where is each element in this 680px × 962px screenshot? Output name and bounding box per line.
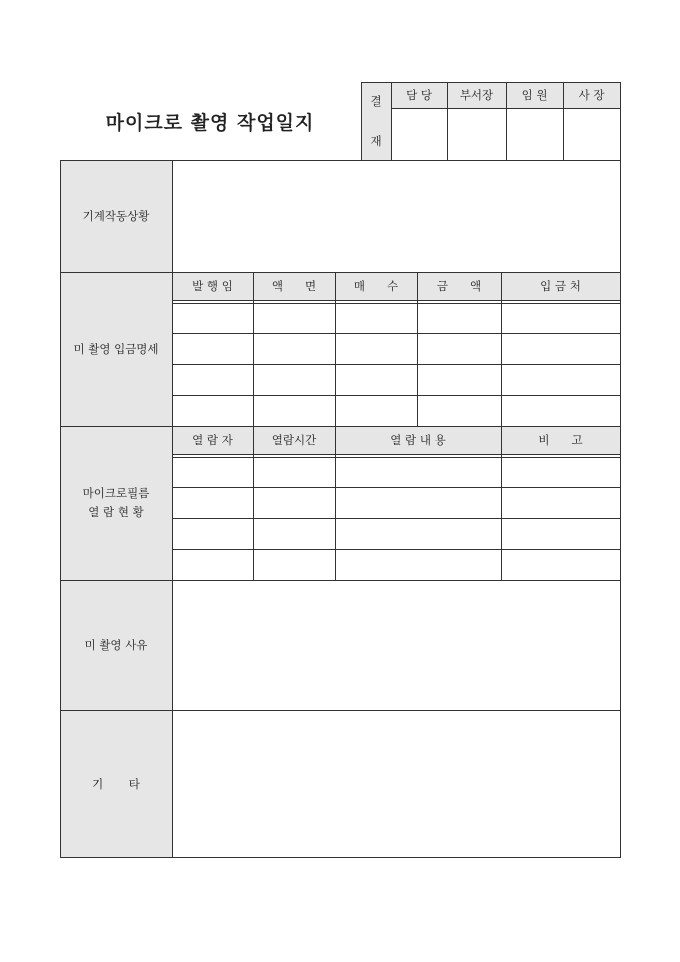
approval-line [620,82,621,161]
approval-label-top: 결 [370,94,382,108]
approval-line [391,82,392,161]
approval-line [447,82,448,161]
approval-sign-dept-head[interactable] [447,108,506,160]
unfilmed-payment-label: 미 촬영 입금명세 [73,342,159,356]
view-cell[interactable] [335,519,501,550]
payment-cell[interactable] [335,395,417,426]
payment-cell[interactable] [335,334,417,365]
view-cell[interactable] [335,488,501,519]
view-col-time: 열람시간 [271,433,317,447]
approval-role-executive: 임 원 [521,88,548,102]
payment-cell[interactable] [501,365,620,396]
payment-cell[interactable] [335,303,417,334]
payment-cell[interactable] [417,334,501,365]
payment-col-face-value: 액 면 [271,279,317,293]
grid-line [60,272,621,273]
unfilmed-reason-field[interactable] [173,581,620,710]
approval-sign-executive[interactable] [506,108,563,160]
grid-line [335,272,336,426]
view-col-content: 열 람 내 용 [390,433,446,447]
view-cell[interactable] [501,549,620,580]
view-cell[interactable] [253,519,335,550]
payment-cell[interactable] [253,334,335,365]
grid-line [335,426,336,580]
payment-col-amount: 금 액 [436,279,482,293]
approval-role-dept-head: 부서장 [459,88,494,102]
microfilm-view-label-line1: 마이크로필름 [82,486,150,500]
approval-role-president: 사 장 [578,88,605,102]
payment-col-issuer: 발 행 임 [192,279,233,293]
grid-line [172,160,173,858]
payment-cell[interactable] [253,303,335,334]
payment-cell[interactable] [172,395,253,426]
grid-line [172,300,620,301]
grid-line [172,395,620,396]
view-cell[interactable] [253,457,335,488]
grid-line [417,272,418,426]
grid-line [172,303,620,304]
approval-label-bottom: 재 [370,134,382,148]
microfilm-view-label-line2: 열 람 현 황 [88,505,144,519]
grid-line [172,454,620,455]
payment-cell[interactable] [417,303,501,334]
approval-line [361,82,621,83]
grid-line [172,457,620,458]
grid-line [620,160,621,858]
grid-line [501,426,502,580]
approval-line [563,82,564,161]
view-cell[interactable] [335,457,501,488]
approval-line [506,82,507,161]
payment-cell[interactable] [501,334,620,365]
grid-line [172,487,620,488]
grid-line [172,364,620,365]
view-cell[interactable] [172,457,253,488]
grid-line [253,426,254,580]
view-cell[interactable] [501,457,620,488]
grid-line [501,272,502,426]
view-cell[interactable] [253,488,335,519]
grid-line [60,580,621,581]
payment-col-depositor: 입 금 처 [540,279,581,293]
payment-cell[interactable] [501,303,620,334]
approval-line [361,82,362,161]
view-cell[interactable] [172,488,253,519]
view-cell[interactable] [253,549,335,580]
unfilmed-reason-label: 미 촬영 사유 [84,638,148,652]
grid-line [60,857,621,858]
grid-line [172,549,620,550]
microfilm-view-label [60,426,172,580]
grid-line [60,426,621,427]
grid-line [60,160,621,161]
grid-line [60,710,621,711]
approval-role-staff: 담 당 [406,88,432,102]
other-field[interactable] [173,711,620,857]
approval-sign-staff[interactable] [391,108,447,160]
payment-cell[interactable] [501,395,620,426]
payment-col-count: 매 수 [353,279,399,293]
view-cell[interactable] [172,549,253,580]
payment-cell[interactable] [172,365,253,396]
view-cell[interactable] [501,488,620,519]
payment-cell[interactable] [417,365,501,396]
payment-cell[interactable] [417,395,501,426]
machine-status-field[interactable] [173,161,620,271]
view-cell[interactable] [335,549,501,580]
view-cell[interactable] [172,519,253,550]
view-col-viewer: 열 람 자 [192,433,233,447]
view-col-remarks: 비 고 [538,433,583,447]
grid-line [172,333,620,334]
machine-status-label: 기계작동상황 [82,209,150,223]
view-cell[interactable] [501,519,620,550]
grid-line [60,160,61,858]
approval-sign-president[interactable] [563,108,620,160]
page-title: 마이크로 촬영 작업일지 [105,112,315,134]
payment-cell[interactable] [172,303,253,334]
grid-line [172,518,620,519]
payment-cell[interactable] [253,395,335,426]
grid-line [253,272,254,426]
payment-cell[interactable] [253,365,335,396]
other-label: 기 타 [92,776,140,791]
payment-cell[interactable] [172,334,253,365]
payment-cell[interactable] [335,365,417,396]
